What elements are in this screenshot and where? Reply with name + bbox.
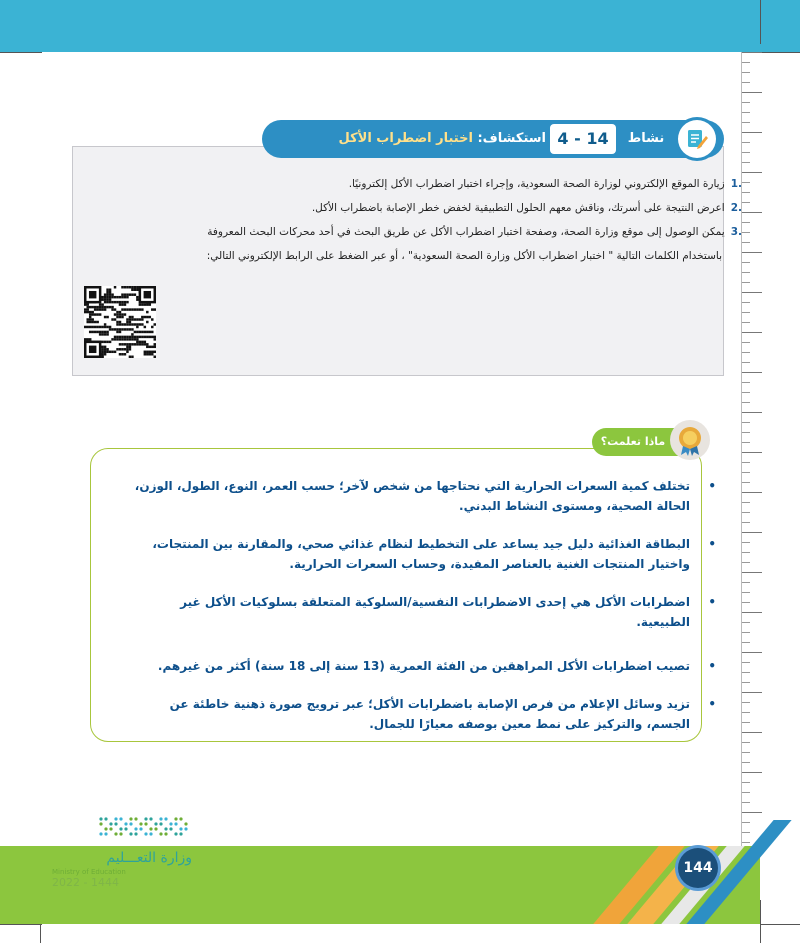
crop-mark	[760, 52, 800, 53]
activity-step	[207, 226, 742, 238]
activity-icon	[678, 120, 716, 158]
bullet: •	[708, 659, 716, 673]
ministry-logo-icon	[98, 816, 190, 838]
ruler-tick	[742, 352, 750, 353]
ruler-tick	[742, 172, 762, 173]
ruler-tick	[742, 132, 762, 133]
ruler-tick	[742, 192, 750, 193]
ruler-tick	[742, 762, 750, 763]
ruler-tick	[742, 242, 750, 243]
ruler-tick	[742, 662, 750, 663]
step-text: اعرض النتيجة على أسرتك، وناقش معهم الحلول التطبيقية لخفض خطر الإصابة باضطراب الأكل.	[311, 202, 725, 214]
ruler-tick	[742, 412, 762, 413]
ruler-tick	[742, 612, 762, 613]
edition-watermark: 2022 - 1444	[52, 876, 119, 889]
learned-item	[130, 656, 716, 676]
ruler-tick	[742, 102, 750, 103]
ruler-tick	[742, 522, 750, 523]
ruler-tick	[742, 162, 750, 163]
bullet: •	[708, 479, 716, 493]
ruler-tick	[742, 592, 750, 593]
ruler-tick	[742, 292, 762, 293]
ruler-tick	[742, 502, 750, 503]
ruler-tick	[742, 712, 750, 713]
crop-mark	[760, 924, 800, 925]
ruler-tick	[742, 742, 750, 743]
ruler-tick	[742, 432, 750, 433]
ruler-tick	[742, 182, 750, 183]
ruler-tick	[742, 282, 750, 283]
ruler-tick	[742, 272, 750, 273]
crop-mark	[0, 924, 42, 925]
ruler-tick	[742, 252, 762, 253]
ruler-tick	[742, 422, 750, 423]
learned-item-text: تختلف كمية السعرات الحرارية التي نحتاجها من شخص لآخر؛ حسب العمر، النوع، الطول، الوزن، الحالة الصحية، ومستوى النشاط البدني.	[134, 479, 690, 513]
ruler-tick	[742, 702, 750, 703]
ruler-tick	[742, 622, 750, 623]
step-number: .2	[730, 202, 742, 214]
ruler-tick	[742, 462, 750, 463]
ruler-tick	[742, 772, 762, 773]
activity-number: 4 - 14	[550, 124, 616, 154]
ruler-tick	[742, 672, 750, 673]
page-number: 144	[678, 848, 718, 888]
bullet: •	[708, 697, 716, 711]
activity-title-text: اختبار اضطراب الأكل	[338, 131, 473, 146]
ministry-name-en: Ministry of Education	[52, 868, 126, 876]
ruler-tick	[742, 602, 750, 603]
ruler-tick	[742, 722, 750, 723]
ruler-tick	[742, 792, 750, 793]
ruler-tick	[742, 552, 750, 553]
ruler-tick	[742, 402, 750, 403]
step-text: يمكن الوصول إلى موقع وزارة الصحة، وصفحة اختبار اضطراب الأكل عن طريق البحث في أحد محركات البحث المعروفة	[207, 226, 725, 238]
crop-mark	[0, 52, 42, 53]
ruler-tick	[742, 572, 762, 573]
ruler-tick	[742, 842, 750, 843]
ruler-tick	[742, 322, 750, 323]
ruler-tick	[742, 152, 750, 153]
ruler-tick	[742, 362, 750, 363]
ruler-tick	[742, 562, 750, 563]
qr-code[interactable]	[84, 286, 156, 358]
ruler-tick	[742, 382, 750, 383]
ruler-tick	[742, 112, 750, 113]
ruler-tick	[742, 822, 750, 823]
activity-title	[338, 120, 546, 158]
ruler-tick	[742, 692, 762, 693]
bullet: •	[708, 595, 716, 609]
medal-icon	[670, 420, 710, 460]
activity-title-keyword: استكشاف:	[477, 131, 546, 146]
ruler-tick	[742, 482, 750, 483]
step-number: .3	[730, 226, 742, 238]
ruler-tick	[742, 812, 762, 813]
crop-mark	[760, 0, 761, 44]
ruler-tick	[742, 732, 762, 733]
ruler-tick	[742, 312, 750, 313]
step-number: .1	[730, 178, 742, 190]
ruler-tick	[742, 512, 750, 513]
ruler-tick	[742, 262, 750, 263]
learned-tab-label: ماذا تعلمت؟	[600, 435, 666, 448]
step-continuation: باستخدام الكلمات التالية " اختبار اضطراب الأكل وزارة الصحة السعودية" ، أو عبر الضغط على الرابط الإلكتروني التالي:	[206, 250, 722, 262]
activity-step	[312, 202, 742, 214]
ruler-tick	[742, 582, 750, 583]
ruler-tick	[742, 372, 762, 373]
ruler-tick	[742, 452, 762, 453]
ruler-tick	[742, 122, 750, 123]
ruler-tick	[742, 532, 762, 533]
ruler-tick	[742, 542, 750, 543]
ruler-tick	[742, 302, 750, 303]
learned-item	[130, 592, 716, 632]
learned-item-text: اضطرابات الأكل هي إحدى الاضطرابات النفسية/السلوكية المتعلقة بسلوكيات الأكل غير الطبيعية.	[180, 595, 690, 629]
learned-item	[130, 534, 716, 574]
learned-item-text: تصيب اضطرابات الأكل المراهقين من الفئة العمرية (13 سنة إلى 18 سنة) أكثر من غيرهم.	[157, 659, 690, 673]
top-color-band	[0, 0, 800, 52]
ruler-tick	[742, 222, 750, 223]
step-text: زيارة الموقع الإلكتروني لوزارة الصحة السعودية، وإجراء اختبار اضطراب الأكل إلكترونيًا.	[348, 178, 725, 190]
ruler-tick	[742, 82, 750, 83]
ruler-tick	[742, 92, 762, 93]
ruler-tick	[742, 472, 750, 473]
crop-mark	[760, 900, 761, 943]
ministry-name: وزارة التعـــليم	[106, 850, 192, 866]
activity-tab-label: نشاط	[627, 131, 665, 146]
activity-step	[349, 178, 742, 190]
ruler-tick	[742, 52, 762, 53]
ruler-tick	[742, 642, 750, 643]
ruler-tick	[742, 342, 750, 343]
ruler-tick	[742, 62, 750, 63]
ruler-tick	[742, 802, 750, 803]
ruler-tick	[742, 392, 750, 393]
learned-item	[130, 476, 716, 516]
learned-item-text: البطاقة الغذائية دليل جيد يساعد على التخطيط لنظام غذائي صحي، والمقارنة بين المنتجات، واختيار المنتجات الغنية بالعناصر المفيدة، وحساب السعرات الحرارية.	[152, 537, 690, 571]
bullet: •	[708, 537, 716, 551]
ruler-tick	[742, 212, 762, 213]
learned-item	[130, 694, 716, 734]
ruler-tick	[742, 232, 750, 233]
notebook-pencil-icon	[684, 126, 710, 152]
ruler-tick	[742, 652, 762, 653]
ruler-tick	[742, 492, 762, 493]
learned-item-text: تزيد وسائل الإعلام من فرص الإصابة باضطرابات الأكل؛ عبر ترويج صورة ذهنية خاطئة عن الجسم، والتركيز على نمط معين بوصفه معيارًا للجمال.	[169, 697, 690, 731]
ruler-tick	[742, 202, 750, 203]
ruler-tick	[742, 442, 750, 443]
ruler-tick	[742, 782, 750, 783]
ruler-tick	[742, 752, 750, 753]
side-ruler	[741, 52, 764, 852]
ruler-tick	[742, 142, 750, 143]
ruler-tick	[742, 832, 750, 833]
ruler-tick	[742, 72, 750, 73]
ruler-tick	[742, 332, 762, 333]
ruler-tick	[742, 682, 750, 683]
ruler-tick	[742, 632, 750, 633]
